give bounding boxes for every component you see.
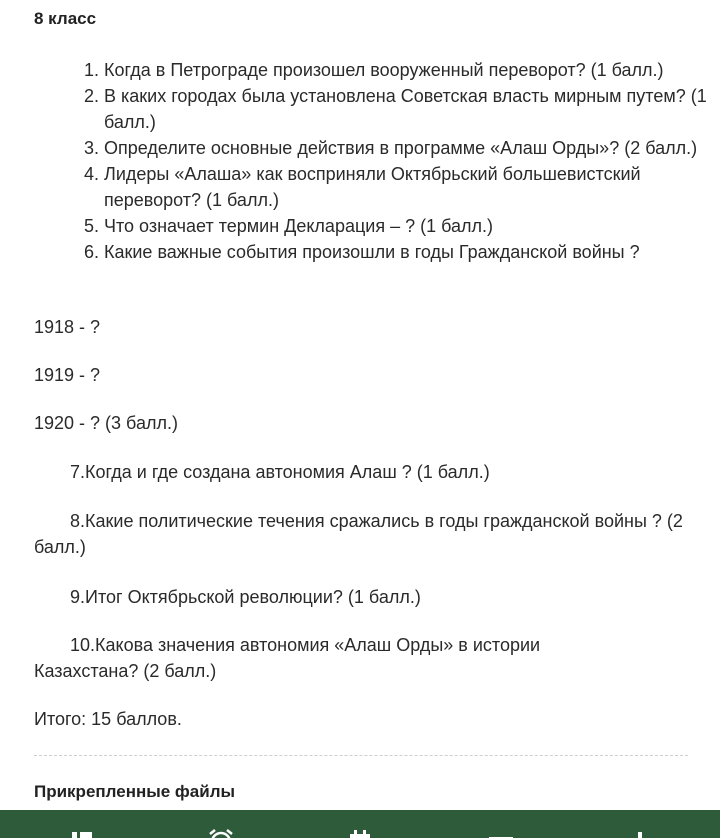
question-item: 3. Определите основные действия в программе «Алаш Орды»? (2 балл.) (104, 135, 720, 161)
question-item: 4. Лидеры «Алаша» как восприняли Октябрьский большевистский переворот? (1 балл.) (104, 161, 720, 213)
question-7: 7.Когда и где создана автономия Алаш ? (1 балл.) (70, 462, 490, 482)
question-10: 10.Какова значения автономия «Алаш Орды» в истории Казахстана? (2 балл.) (34, 635, 541, 681)
question-item: 6. Какие важные события произошли в годы Гражданской войны ? (104, 239, 720, 265)
divider (34, 755, 688, 756)
question-9: 9.Итог Октябрьской революции? (1 балл.) (70, 587, 421, 607)
question-list (64, 57, 720, 265)
home-icon[interactable] (70, 828, 94, 838)
bottom-navigation-bar (0, 810, 720, 838)
alarm-clock-icon[interactable] (207, 828, 231, 838)
year-1918: 1918 - ? (34, 317, 101, 337)
grade-title: 8 класс (34, 9, 97, 28)
question-8: 8.Какие политические течения сражались в годы гражданской войны ? (2 балл.) (34, 511, 683, 557)
question-item: 5. Что означает термин Декларация – ? (1 балл.) (104, 213, 720, 239)
question-item: 1. Когда в Петрограде произошел вооруженный переворот? (1 балл.) (104, 57, 720, 83)
add-icon[interactable] (628, 828, 652, 838)
year-1919: 1919 - ? (34, 365, 101, 385)
year-1920: 1920 - ? (3 балл.) (34, 413, 178, 433)
total-score: Итого: 15 баллов. (34, 709, 182, 729)
attached-files-title: Прикрепленные файлы (34, 782, 236, 801)
menu-icon[interactable] (488, 828, 512, 838)
calendar-icon[interactable] (348, 828, 372, 838)
question-item: 2. В каких городах была установлена Советская власть мирным путем? (1 балл.) (104, 83, 720, 135)
